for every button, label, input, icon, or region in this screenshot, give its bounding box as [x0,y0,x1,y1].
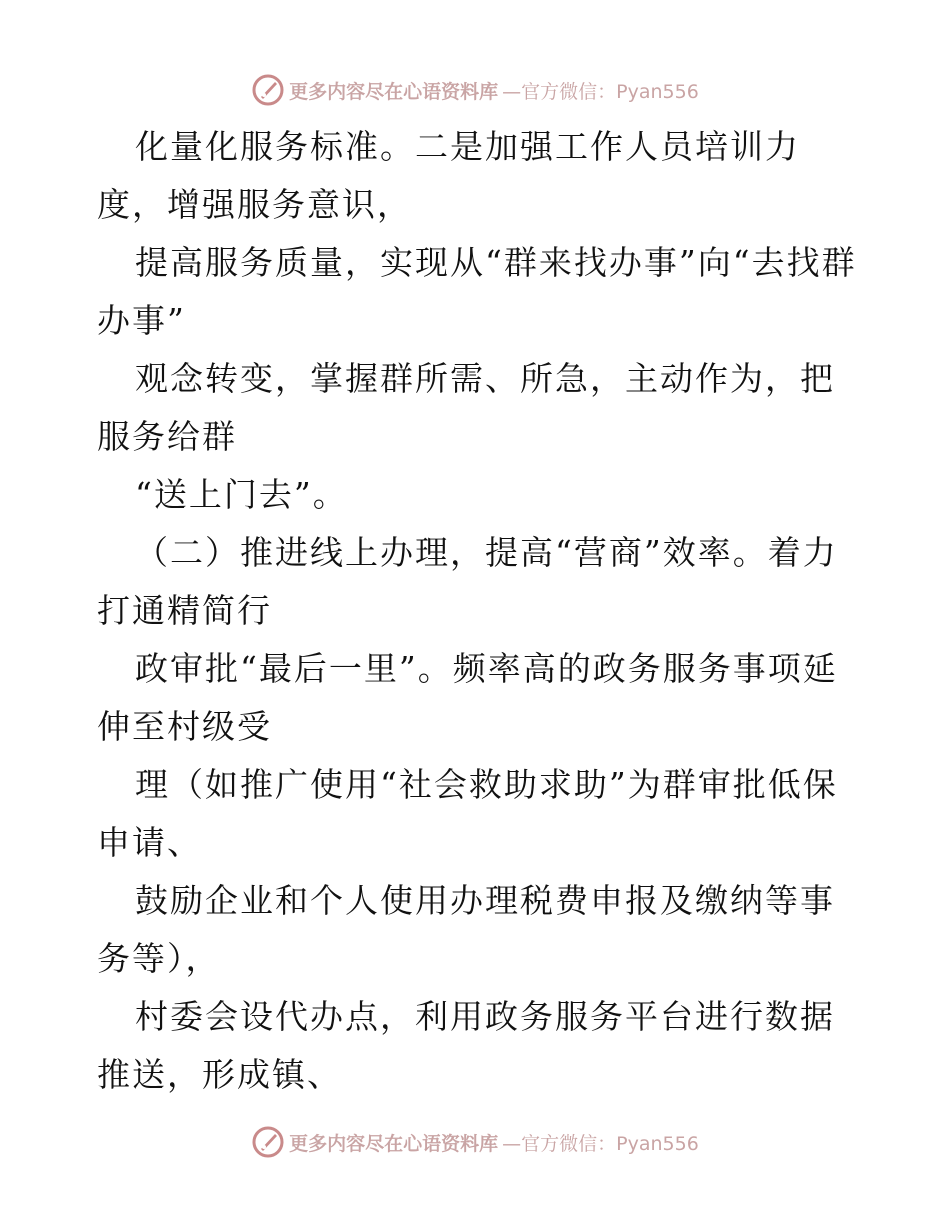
feather-pen-circle-icon [251,1125,285,1159]
footer-watermark-inner [251,1125,699,1159]
paragraph: 村委会设代办点，利用政务服务平台进行数据推送，形成镇、 [97,997,835,1094]
watermark-suffix-text: —官方微信：Pyan556 [502,80,699,103]
footer-watermark-banner [0,1122,950,1162]
watermark-main-text: 更多内容尽在心语资料库 [289,80,499,103]
paragraph: （二）推进线上办理，提高“营商”效率。着力打通精简行 [97,533,838,630]
watermark-suffix-text: —官方微信：Pyan556 [502,1132,699,1155]
paragraph: 理（如推广使用“社会救助求助”为群审批低保申请、 [97,765,838,862]
watermark-main-text: 更多内容尽在心语资料库 [289,1132,499,1155]
paragraph: 政审批“最后一里”。频率高的政务服务事项延伸至村级受 [97,649,838,746]
paragraph: 提高服务质量，实现从“群来找办事”向“去找群办事” [97,243,857,340]
feather-pen-circle-icon [251,73,285,107]
paragraph: 观念转变，掌握群所需、所急，主动作为，把服务给群 [97,359,835,456]
document-body [97,118,857,1104]
paragraph: “送上门去”。 [135,475,348,514]
paragraph: 鼓励企业和个人使用办理税费申报及缴纳等事务等）， [97,881,835,978]
paragraph: 化量化服务标准。二是加强工作人员培训力度，增强服务意识， [97,127,800,224]
header-watermark-banner [0,70,950,110]
header-watermark-inner [251,73,699,107]
